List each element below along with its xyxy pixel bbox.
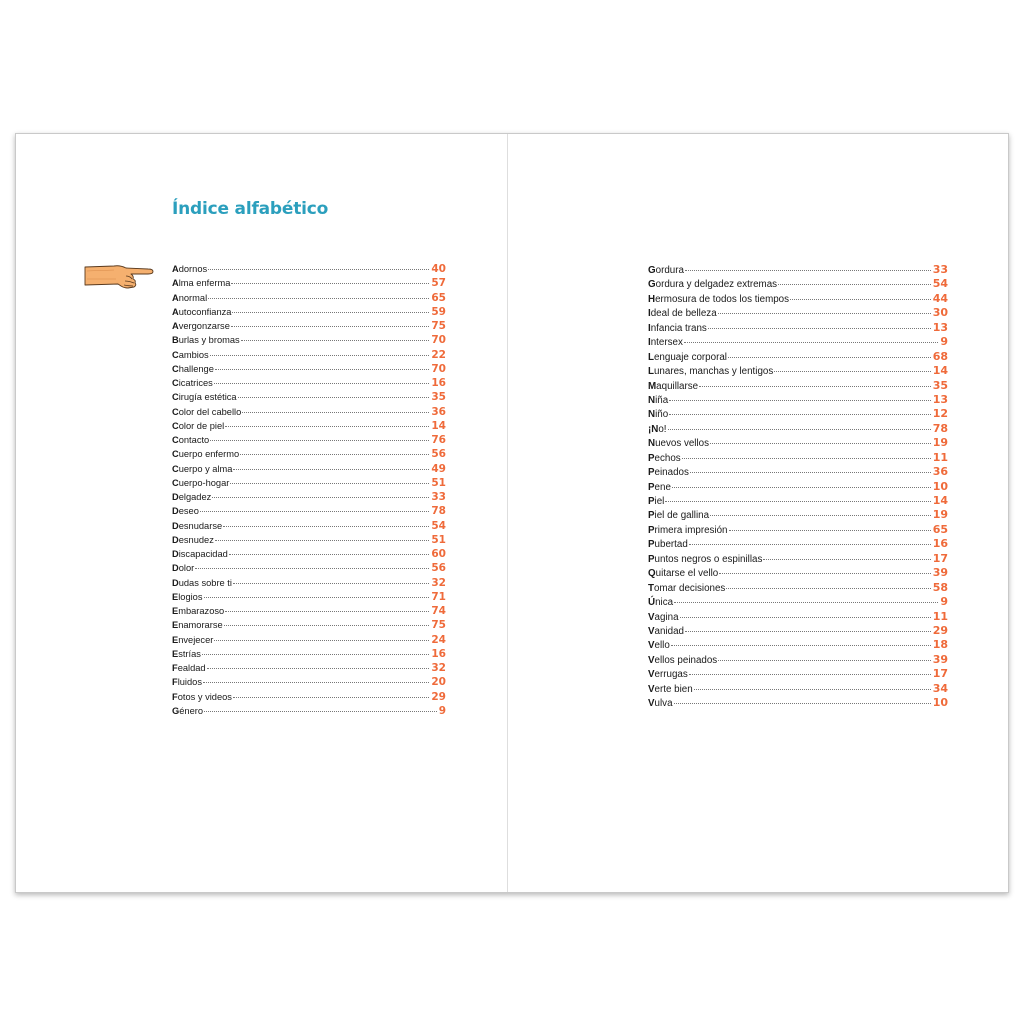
index-term: Embarazoso — [172, 606, 225, 616]
page-number: 71 — [431, 590, 446, 603]
index-entry — [172, 576, 446, 590]
index-entry — [172, 333, 446, 347]
index-term: ¡No! — [648, 423, 667, 435]
index-term: Pechos — [648, 452, 681, 464]
index-term: Nuevos vellos — [648, 438, 709, 450]
index-term: Piel — [648, 496, 665, 507]
index-entry — [172, 447, 446, 461]
index-entry — [648, 436, 948, 450]
page-number: 70 — [431, 362, 446, 375]
index-term: Color del cabello — [172, 406, 242, 417]
index-entry — [648, 465, 948, 479]
index-term: Peinados — [648, 467, 689, 479]
page-number: 75 — [431, 320, 446, 332]
page-number: 14 — [932, 494, 948, 507]
index-term: Fotos y videos — [172, 691, 232, 702]
index-term: Única — [648, 597, 674, 609]
index-term: Verte bien — [648, 683, 693, 695]
page-number: 29 — [932, 623, 948, 637]
dot-leader — [689, 544, 931, 545]
index-entry — [648, 321, 948, 335]
page-number: 58 — [932, 580, 948, 594]
index-term: Lunares, manchas y lentigos — [648, 366, 774, 378]
page-number: 18 — [932, 638, 948, 652]
dot-leader — [208, 269, 429, 270]
page-number: 65 — [932, 522, 948, 536]
index-title: Índice alfabético — [172, 199, 329, 220]
index-entry — [648, 277, 948, 291]
dot-leader — [669, 400, 931, 401]
index-term: Vulva — [648, 698, 673, 710]
index-term: Gordura — [648, 265, 684, 276]
index-term: Dolor — [172, 563, 195, 574]
page-number: 59 — [431, 305, 446, 318]
index-entry — [648, 508, 948, 522]
index-term: Intersex — [648, 337, 683, 349]
index-entry — [648, 667, 948, 681]
index-term: Tomar decisiones — [648, 582, 726, 594]
index-term: Cirugía estética — [172, 392, 237, 403]
index-entry — [172, 262, 446, 276]
page-number: 14 — [932, 364, 948, 378]
page-number: 12 — [932, 407, 948, 421]
index-term: Desnudarse — [172, 520, 223, 531]
dot-leader — [669, 414, 931, 415]
dot-leader — [238, 397, 430, 398]
index-entry — [648, 624, 948, 638]
page-number: 9 — [438, 704, 446, 717]
book-spread — [15, 133, 1009, 893]
index-entry — [172, 476, 446, 490]
index-entry — [172, 348, 446, 362]
index-term: Challenge — [172, 363, 214, 374]
dot-leader — [200, 511, 429, 512]
pointing-hand-icon — [84, 262, 170, 292]
index-entry — [172, 419, 446, 433]
index-entry — [172, 390, 446, 404]
dot-leader — [229, 554, 430, 555]
index-term: Vanidad — [648, 625, 684, 637]
dot-leader — [685, 631, 931, 632]
dot-leader — [224, 625, 430, 626]
index-term: Enamorarse — [172, 620, 223, 631]
index-list-right — [648, 263, 948, 711]
dot-leader — [689, 674, 931, 675]
dot-leader — [204, 711, 437, 712]
index-entry — [648, 335, 948, 349]
dot-leader — [690, 472, 931, 473]
index-term: Quitarse el vello — [648, 568, 719, 580]
page-number: 11 — [932, 609, 948, 623]
dot-leader — [202, 654, 429, 655]
page-number: 13 — [932, 392, 948, 406]
index-entry — [172, 291, 446, 305]
dot-leader — [233, 583, 429, 584]
index-term: Delgadez — [172, 492, 212, 502]
page-number: 39 — [932, 566, 948, 580]
page-number: 16 — [932, 537, 948, 551]
page-number: 36 — [431, 405, 446, 418]
dot-leader — [207, 668, 430, 669]
index-entry — [172, 647, 446, 661]
page-number: 32 — [431, 576, 446, 589]
index-term: Puntos negros o espinillas — [648, 553, 763, 565]
index-term: Elogios — [172, 591, 203, 602]
index-entry — [172, 319, 446, 333]
dot-leader — [778, 284, 931, 285]
page-number: 34 — [932, 681, 948, 695]
page-number: 75 — [431, 619, 446, 632]
dot-leader — [718, 660, 931, 661]
page-number: 78 — [932, 421, 948, 435]
index-entry — [172, 547, 446, 561]
page-number: 33 — [431, 491, 446, 503]
index-entry — [172, 533, 446, 547]
dot-leader — [195, 568, 429, 569]
index-entry — [648, 537, 948, 551]
index-term: Deseo — [172, 506, 199, 517]
dot-leader — [233, 469, 429, 470]
dot-leader — [225, 426, 429, 427]
index-term: Fluidos — [172, 677, 202, 688]
dot-leader — [210, 355, 430, 356]
index-entry — [648, 263, 948, 277]
index-term: Ideal de belleza — [648, 308, 717, 320]
index-entry — [648, 566, 948, 580]
index-term: Avergonzarse — [172, 321, 230, 331]
index-entry — [648, 451, 948, 465]
page-number: 49 — [431, 462, 446, 475]
index-entry — [172, 561, 446, 575]
index-term: Dudas sobre ti — [172, 577, 232, 588]
index-term: Vellos peinados — [648, 654, 718, 666]
page-number: 70 — [431, 334, 446, 347]
index-entry — [172, 433, 446, 447]
page-number: 76 — [431, 434, 446, 446]
index-term: Piel de gallina — [648, 510, 710, 522]
dot-leader — [729, 530, 931, 531]
page-number: 19 — [932, 436, 948, 450]
index-term: Gordura y delgadez extremas — [648, 279, 778, 291]
index-term: Desnudez — [172, 534, 214, 545]
dot-leader — [225, 611, 429, 612]
dot-leader — [215, 369, 430, 370]
index-entry — [172, 490, 446, 504]
index-entry — [648, 552, 948, 566]
index-entry — [648, 523, 948, 537]
index-term: Alma enferma — [172, 278, 231, 289]
dot-leader — [718, 313, 931, 314]
dot-leader — [233, 697, 429, 698]
dot-leader — [672, 487, 931, 488]
index-term: Autoconfianza — [172, 306, 232, 317]
index-entry — [648, 638, 948, 652]
dot-leader — [214, 383, 430, 384]
page-number: 11 — [932, 450, 948, 464]
index-term: Estrías — [172, 648, 201, 659]
page-number: 78 — [431, 505, 446, 518]
page-number: 74 — [431, 605, 446, 617]
dot-leader — [668, 429, 931, 430]
dot-leader — [774, 371, 930, 372]
index-term: Color de piel — [172, 420, 225, 431]
dot-leader — [682, 458, 931, 459]
page-number: 10 — [932, 696, 948, 710]
dot-leader — [790, 299, 931, 300]
dot-leader — [665, 501, 930, 502]
dot-leader — [680, 617, 931, 618]
page-number: 30 — [932, 306, 948, 320]
dot-leader — [763, 559, 930, 560]
index-term: Pene — [648, 481, 671, 493]
index-entry — [172, 305, 446, 319]
page-number: 29 — [431, 690, 446, 703]
dot-leader — [203, 682, 429, 683]
dot-leader — [710, 515, 931, 516]
page-number: 51 — [431, 476, 446, 489]
index-entry — [648, 306, 948, 320]
dot-leader — [726, 588, 930, 589]
index-entry — [648, 595, 948, 609]
page-number: 36 — [932, 465, 948, 479]
index-term: Niña — [648, 394, 669, 406]
index-entry — [172, 504, 446, 518]
dot-leader — [231, 283, 429, 284]
dot-leader — [674, 703, 931, 704]
index-entry — [172, 590, 446, 604]
index-term: Discapacidad — [172, 549, 228, 559]
dot-leader — [710, 443, 931, 444]
index-list-left — [172, 262, 446, 718]
dot-leader — [204, 597, 430, 598]
index-term: Hermosura de todos los tiempos — [648, 293, 790, 305]
page-number: 17 — [932, 667, 948, 681]
index-entry — [648, 682, 948, 696]
dot-leader — [241, 340, 430, 341]
index-entry — [648, 494, 948, 508]
dot-leader — [719, 573, 930, 574]
index-entry — [172, 633, 446, 647]
page-number: 16 — [431, 647, 446, 660]
index-entry — [648, 610, 948, 624]
page-number: 60 — [431, 548, 446, 560]
index-term: Primera impresión — [648, 524, 728, 536]
dot-leader — [674, 602, 938, 603]
index-entry — [172, 276, 446, 290]
index-term: Cuerpo y alma — [172, 463, 233, 474]
dot-leader — [232, 312, 429, 313]
dot-leader — [242, 412, 429, 413]
index-term: Niño — [648, 409, 669, 421]
index-entry — [648, 350, 948, 364]
index-entry — [648, 696, 948, 710]
index-entry — [172, 704, 446, 718]
index-term: Vagina — [648, 611, 679, 623]
page-number: 51 — [431, 533, 446, 546]
dot-leader — [210, 440, 429, 441]
index-term: Anormal — [172, 292, 208, 303]
dot-leader — [208, 298, 429, 299]
page-number: 33 — [932, 263, 948, 276]
left-page — [16, 134, 507, 892]
page-number: 54 — [932, 277, 948, 291]
index-term: Lenguaje corporal — [648, 351, 727, 363]
dot-leader — [223, 526, 429, 527]
index-entry — [648, 407, 948, 421]
page-number: 57 — [431, 277, 446, 290]
dot-leader — [671, 645, 931, 646]
index-term: Género — [172, 705, 204, 716]
page-number: 9 — [940, 595, 948, 609]
index-term: Fealdad — [172, 663, 206, 673]
index-term: Verrugas — [648, 669, 688, 681]
page-number: 65 — [431, 291, 446, 304]
page-number: 44 — [932, 291, 948, 305]
index-entry — [648, 379, 948, 393]
index-entry — [648, 422, 948, 436]
dot-leader — [215, 540, 430, 541]
page-number: 22 — [431, 348, 446, 361]
dot-leader — [231, 326, 429, 327]
dot-leader — [230, 483, 429, 484]
page-number: 13 — [932, 320, 948, 334]
page-number: 16 — [431, 377, 446, 389]
index-entry — [172, 519, 446, 533]
index-entry — [172, 376, 446, 390]
index-entry — [648, 653, 948, 667]
dot-leader — [212, 497, 429, 498]
index-entry — [172, 661, 446, 675]
index-entry — [172, 604, 446, 618]
dot-leader — [685, 270, 931, 271]
index-entry — [648, 480, 948, 494]
index-entry — [648, 393, 948, 407]
index-entry — [172, 618, 446, 632]
index-term: Pubertad — [648, 539, 688, 551]
index-term: Burlas y bromas — [172, 335, 240, 346]
page-number: 10 — [932, 479, 948, 493]
page-number: 54 — [431, 519, 446, 532]
page-number: 32 — [431, 662, 446, 674]
page-number: 24 — [431, 633, 446, 646]
dot-leader — [728, 357, 931, 358]
dot-leader — [240, 454, 429, 455]
page-number: 14 — [431, 419, 446, 432]
index-term: Maquillarse — [648, 380, 699, 392]
page-number: 35 — [431, 391, 446, 404]
index-entry — [172, 405, 446, 419]
index-term: Infancia trans — [648, 322, 707, 334]
page-number: 9 — [940, 335, 948, 349]
index-term: Cuerpo-hogar — [172, 477, 230, 488]
index-term: Envejecer — [172, 634, 214, 645]
page-number: 39 — [932, 652, 948, 666]
index-entry — [648, 581, 948, 595]
index-entry — [172, 462, 446, 476]
index-entry — [172, 362, 446, 376]
dot-leader — [684, 342, 938, 343]
page-number: 35 — [932, 378, 948, 392]
page-number: 20 — [431, 676, 446, 689]
index-term: Cuerpo enfermo — [172, 449, 240, 460]
right-page — [508, 134, 1008, 892]
page-number: 56 — [431, 562, 446, 575]
page-number: 56 — [431, 448, 446, 461]
index-term: Cambios — [172, 349, 209, 360]
index-entry — [648, 364, 948, 378]
index-term: Vello — [648, 640, 670, 652]
page-number: 40 — [431, 263, 446, 275]
index-term: Cicatrices — [172, 378, 213, 388]
index-entry — [648, 292, 948, 306]
index-term: Contacto — [172, 435, 210, 445]
page-number: 19 — [932, 508, 948, 522]
index-entry — [172, 675, 446, 689]
dot-leader — [699, 386, 931, 387]
dot-leader — [214, 640, 429, 641]
dot-leader — [694, 689, 931, 690]
index-term: Adornos — [172, 264, 208, 274]
dot-leader — [708, 328, 931, 329]
page-number: 17 — [932, 551, 948, 565]
page-number: 68 — [932, 349, 948, 363]
index-entry — [172, 690, 446, 704]
